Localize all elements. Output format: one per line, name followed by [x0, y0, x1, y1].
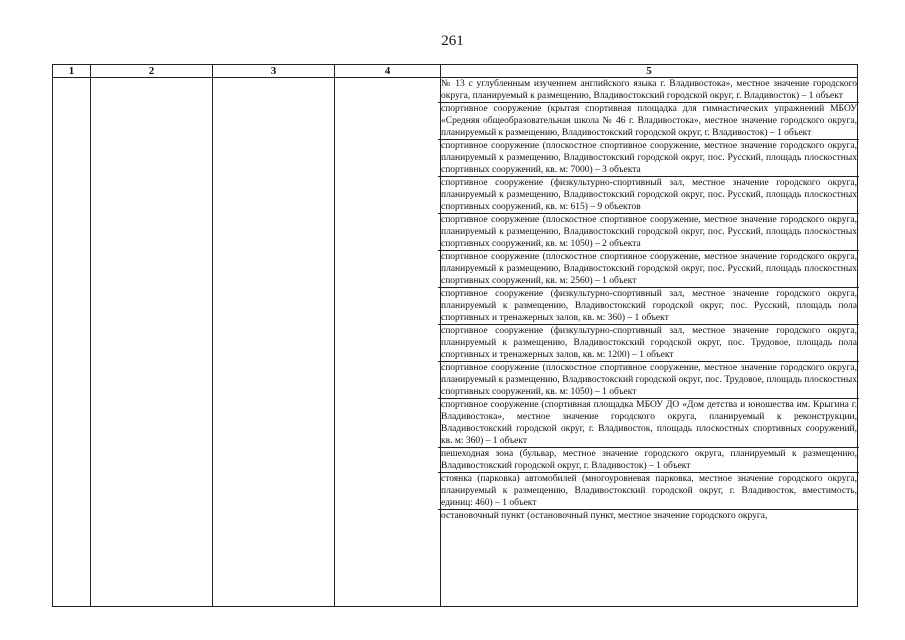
list-item: спортивное сооружение (физкультурно-спортивный зал, местное значение городского округа, планируемый к размещению, Владивостокский городской округ, пос. Русский, площадь пола спортивных и тренажерных залов, кв. м: 360) – 1 объект — [438, 288, 859, 325]
header-row — [53, 65, 858, 78]
list-item: спортивное сооружение (физкультурно-спортивный зал, местное значение городского округа, планируемый к размещению, Владивостокский городской округ, пос. Русский, площадь плоскостных спортивных сооружений, кв. м: 615) – 9 объектов — [438, 177, 859, 214]
cell-col-2 — [91, 78, 213, 607]
list-item: спортивное сооружение (плоскостное спортивное сооружение, местное значение городского округа, планируемый к размещению, Владивостокский городской округ, пос. Русский, площадь плоскостных спортивных сооружений, кв. м: 1050) – 2 объекта — [438, 214, 859, 251]
document-table — [52, 64, 858, 607]
column-header-2: 2 — [91, 65, 213, 78]
list-item: спортивное сооружение (физкультурно-спортивный зал, местное значение городского округа, планируемый к размещению, Владивостокский городской округ, пос. Трудовое, площадь пола спортивных и тренажерных залов, кв. м: 1200) – 1 объект — [438, 325, 859, 362]
list-item: спортивное сооружение (плоскостное спортивное сооружение, местное значение городского округа, планируемый к размещению, Владивостокский городской округ, пос. Русский, площадь плоскостных спортивных сооружений, кв. м: 2560) – 1 объект — [438, 251, 859, 288]
cell-col-1 — [53, 78, 91, 607]
cell-col-5 — [441, 78, 858, 607]
list-item: стоянка (парковка) автомобилей (многоуровневая парковка, местное значение городского округа, планируемый к размещению, Владивостокский городской округ, г. Владивосток, вместимость, единиц: 460) – 1 объект — [438, 473, 859, 510]
column-header-4: 4 — [335, 65, 441, 78]
list-item: остановочный пункт (остановочный пункт, местное значение городского округа, — [441, 511, 768, 521]
cell-col-3 — [213, 78, 335, 607]
list-item: пешеходная зона (бульвар, местное значение городского округа, планируемый к размещению, Владивостокский городской округ, г. Владивосток) – 1 объект — [438, 448, 859, 473]
column-header-3: 3 — [213, 65, 335, 78]
list-item: спортивное сооружение (плоскостное спортивное сооружение, местное значение городского округа, планируемый к размещению, Владивостокский городской округ, пос. Русский, площадь плоскостных спортивных сооружений, кв. м: 7000) – 3 объекта — [438, 140, 859, 177]
list-item: № 13 с углубленным изучением английского языка г. Владивостока», местное значение городского округа, планируемый к размещению, Владивостокский городской округ, г. Владивосток) – 1 объект — [438, 78, 859, 103]
column-header-1: 1 — [53, 65, 91, 78]
table-row — [53, 78, 858, 607]
list-item: спортивное сооружение (спортивная площадка МБОУ ДО «Дом детства и юношества им. Крыгина г. Владивостока», местное значение городского округа, планируемый к реконструкции, Владивостокский городской округ, г. Владивосток, площадь плоскостных спортивных сооружений, кв. м: 360) – 1 объект — [438, 399, 859, 448]
cell-col-4 — [335, 78, 441, 607]
list-item: спортивное сооружение (крытая спортивная площадка для гимнастических упражнений МБОУ «Средняя общеобразовательная школа № 46 г. Владивостока», местное значение городского округа, планируемый к размещению, Владивостокский городской округ, г. Владивосток) – 1 объект — [438, 103, 859, 140]
column-header-5: 5 — [441, 65, 858, 78]
list-item: спортивное сооружение (плоскостное спортивное сооружение, местное значение городского округа, планируемый к размещению, Владивостокский городской округ, пос. Трудовое, площадь плоскостных спортивных сооружений, кв. м: 1050) – 1 объект — [438, 362, 859, 399]
page-number: 261 — [441, 33, 464, 49]
